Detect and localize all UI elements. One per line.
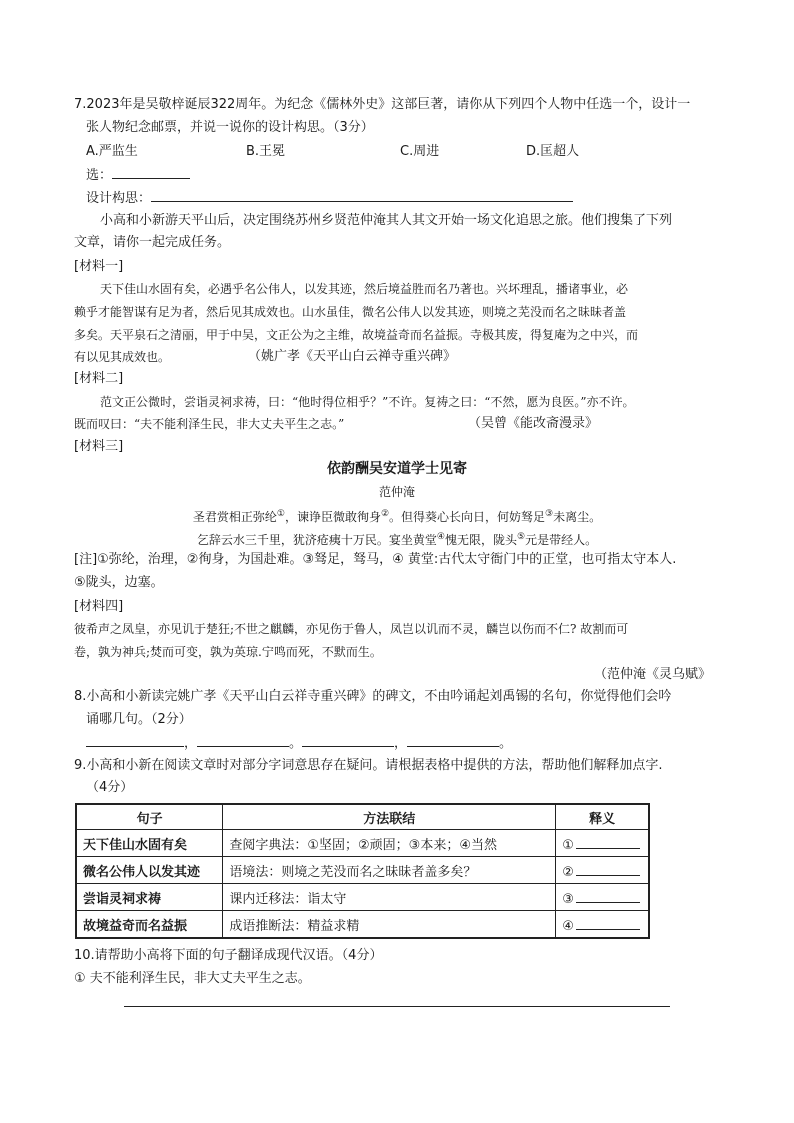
row1-answer-cell — [556, 830, 649, 857]
q8-blank-2[interactable] — [197, 732, 289, 747]
row3-method: 课内迁移法：诣太守 — [223, 884, 556, 911]
note-mark-5: ⑤ — [517, 532, 526, 542]
poem-line2-part-c: 元是带经人。 — [525, 533, 598, 547]
row3-answer-cell — [556, 884, 649, 911]
header-meaning: 释义 — [556, 804, 649, 830]
q7-idea-row — [86, 187, 573, 210]
row3-sentence: 尝诣灵祠求祷 — [76, 884, 223, 911]
poem-line1-part-a: 圣君赏相正弥纶 — [192, 510, 277, 524]
q8-blank-3[interactable] — [302, 732, 394, 747]
table-row — [76, 857, 649, 884]
poem-title: 依韵酬吴安道学士见寄 — [327, 461, 467, 477]
q8-sep-1: ， — [184, 736, 198, 751]
q8-sep-4: 。 — [499, 736, 513, 751]
material2-label: [材料二] — [74, 371, 124, 386]
table-row — [76, 830, 649, 857]
material1-line2: 赖乎才能智谋有足为者，然后见其成效也。山水虽佳，微名公伟人以发其迹，则境之芜没而名之昧昧者盖 — [74, 305, 627, 319]
poem-line2 — [0, 526, 794, 551]
row4-sentence: 故境益奇而名益振 — [76, 911, 223, 939]
q8-line2: 诵哪几句。（2分） — [86, 712, 192, 727]
q7-select-row — [86, 164, 190, 187]
header-sentence: 句子 — [76, 804, 223, 830]
intro-line1: 小高和小新游天平山后，决定围绕苏州乡贤范仲淹其人其文开始一场文化追思之旅。他们搜集了下列 — [100, 213, 673, 228]
header-method: 方法联结 — [223, 804, 556, 830]
table-row — [76, 911, 649, 939]
row4-answer-blank[interactable] — [576, 915, 640, 930]
q8-blanks — [86, 732, 512, 755]
material4-line2: 卷，孰为神兵;焚而可变，孰为英琼.宁鸣而死，不默而生。 — [74, 645, 382, 659]
material2-line2: 既而叹曰：“夫不能利泽生民，非大丈夫平生之志。” — [74, 417, 345, 431]
q7-option-c: C.周进 — [400, 144, 440, 159]
q9-line2: （4分） — [86, 780, 134, 795]
material4-source: （范仲淹《灵乌赋》 — [594, 667, 712, 682]
q8-blank-1[interactable] — [86, 732, 184, 747]
table-row — [76, 884, 649, 911]
row4-num: ④ — [562, 918, 574, 934]
row4-answer-cell — [556, 911, 649, 939]
material3-label: [材料三] — [74, 439, 124, 454]
material4-line1: 彼希声之凤皇，亦见讥于楚狂;不世之麒麟，亦见伤于鲁人，凤岂以讥而不灵，麟岂以伤而不仁? 故割而可 — [74, 622, 629, 636]
row1-sentence: 天下佳山水固有矣 — [76, 830, 223, 857]
poem-author: 范仲淹 — [378, 485, 415, 499]
material3-note1: [注]①弥纶，治理，②徇身，为国赴难。③驽足，驽马，④ 黄堂:古代太守衙门中的正堂，也可指太守本人. — [74, 552, 677, 567]
row4-method: 成语推断法：精益求精 — [223, 911, 556, 939]
poem-line1 — [0, 503, 794, 528]
q8-sep-3: ， — [394, 736, 408, 751]
material1-line4: 有以见其成效也。 — [74, 350, 171, 364]
q8-line1: 8.小高和小新读完姚广孝《天平山白云祥寺重兴碑》的碑文，不由吟诵起刘禹锡的名句，你觉得他们会吟 — [74, 689, 672, 704]
q7-idea-label: 设计构思： — [86, 191, 152, 206]
q7-option-b: B.王冕 — [246, 144, 286, 159]
row3-num: ③ — [562, 891, 574, 907]
q10-line2: ① 夫不能利泽生民，非大丈夫平生之志。 — [74, 971, 311, 986]
note-mark-1: ① — [276, 509, 285, 519]
poem-line1-part-b: ，谏诤臣微敢徇身 — [284, 510, 381, 524]
poem-line2-part-a: 乞辞云水三千里，犹济疮痍十万民。宴坐黄堂 — [196, 533, 437, 547]
row1-num: ① — [562, 837, 574, 853]
note-mark-2: ② — [380, 509, 390, 519]
row2-sentence: 微名公伟人以发其迹 — [76, 857, 223, 884]
q10-line1: 10.请帮助小高将下面的句子翻译成现代汉语。（4分） — [74, 948, 383, 963]
row2-answer-cell — [556, 857, 649, 884]
note-mark-4: ④ — [436, 532, 445, 542]
material4-label: [材料四] — [74, 599, 124, 614]
intro-line2: 文章，请你一起完成任务。 — [74, 235, 231, 250]
material1-line1: 天下佳山水固有矣，必遇乎名公伟人，以发其迹，然后境益胜而名乃著也。兴坏理乱，播诸事业，必 — [100, 282, 629, 296]
material1-label: [材料一] — [74, 259, 124, 274]
poem-line2-part-b: 愧无限，陇头 — [444, 533, 517, 547]
q8-sep-2: 。 — [289, 736, 303, 751]
q7-line1: 7.2023年是吴敬梓诞辰322周年。为纪念《儒林外史》这部巨著，请你从下列四个人物中任选一个，设计一 — [74, 97, 691, 112]
material2-source: （吴曾《能改斋漫录》 — [468, 416, 599, 431]
note-mark-3: ③ — [545, 509, 554, 519]
material1-line3: 多矣。天平泉石之清丽，甲于中吴，文正公为之主维，故境益奇而名益振。寺极其废，得复庵为之中兴，而 — [74, 328, 639, 342]
poem-line1-part-c: 。但得葵心长向日，何妨驽足 — [389, 510, 546, 524]
q8-blank-4[interactable] — [407, 732, 499, 747]
row1-answer-blank[interactable] — [576, 834, 640, 849]
row2-num: ② — [562, 864, 574, 880]
q9-table-header — [76, 804, 649, 830]
material3-note2: ⑤陇头，边塞。 — [74, 575, 164, 590]
row2-answer-blank[interactable] — [576, 861, 640, 876]
q9-line1: 9.小高和小新在阅读文章时对部分字词意思存在疑问。请根据表格中提供的方法，帮助他们解释加点字. — [74, 758, 663, 773]
q7-line2: 张人物纪念邮票，并说一说你的设计构思。（3分） — [86, 120, 374, 135]
q7-option-a: A.严监生 — [86, 144, 138, 159]
row3-answer-blank[interactable] — [576, 888, 640, 903]
q9-table — [75, 803, 650, 939]
row2-method: 语境法：则境之芜没而名之昧昧者盖多矣？ — [223, 857, 556, 884]
q7-option-d: D.匡超人 — [526, 144, 580, 159]
q10-answer-line[interactable] — [124, 1006, 670, 1007]
q7-select-blank[interactable] — [112, 164, 190, 179]
q7-idea-blank[interactable] — [151, 187, 573, 202]
q7-select-label: 选： — [86, 168, 113, 183]
poem-line1-part-d: 未离尘。 — [553, 510, 602, 524]
row1-method: 查阅字典法：①坚固；②顽固；③本来；④当然 — [223, 830, 556, 857]
material1-source: （姚广孝《天平山白云禅寺重兴碑》 — [248, 349, 457, 364]
material2-line1: 范文正公微时，尝诣灵祠求祷，曰：“他时得位相乎？”不许。复祷之曰：“不然，愿为良医。”亦不许。 — [100, 395, 635, 409]
